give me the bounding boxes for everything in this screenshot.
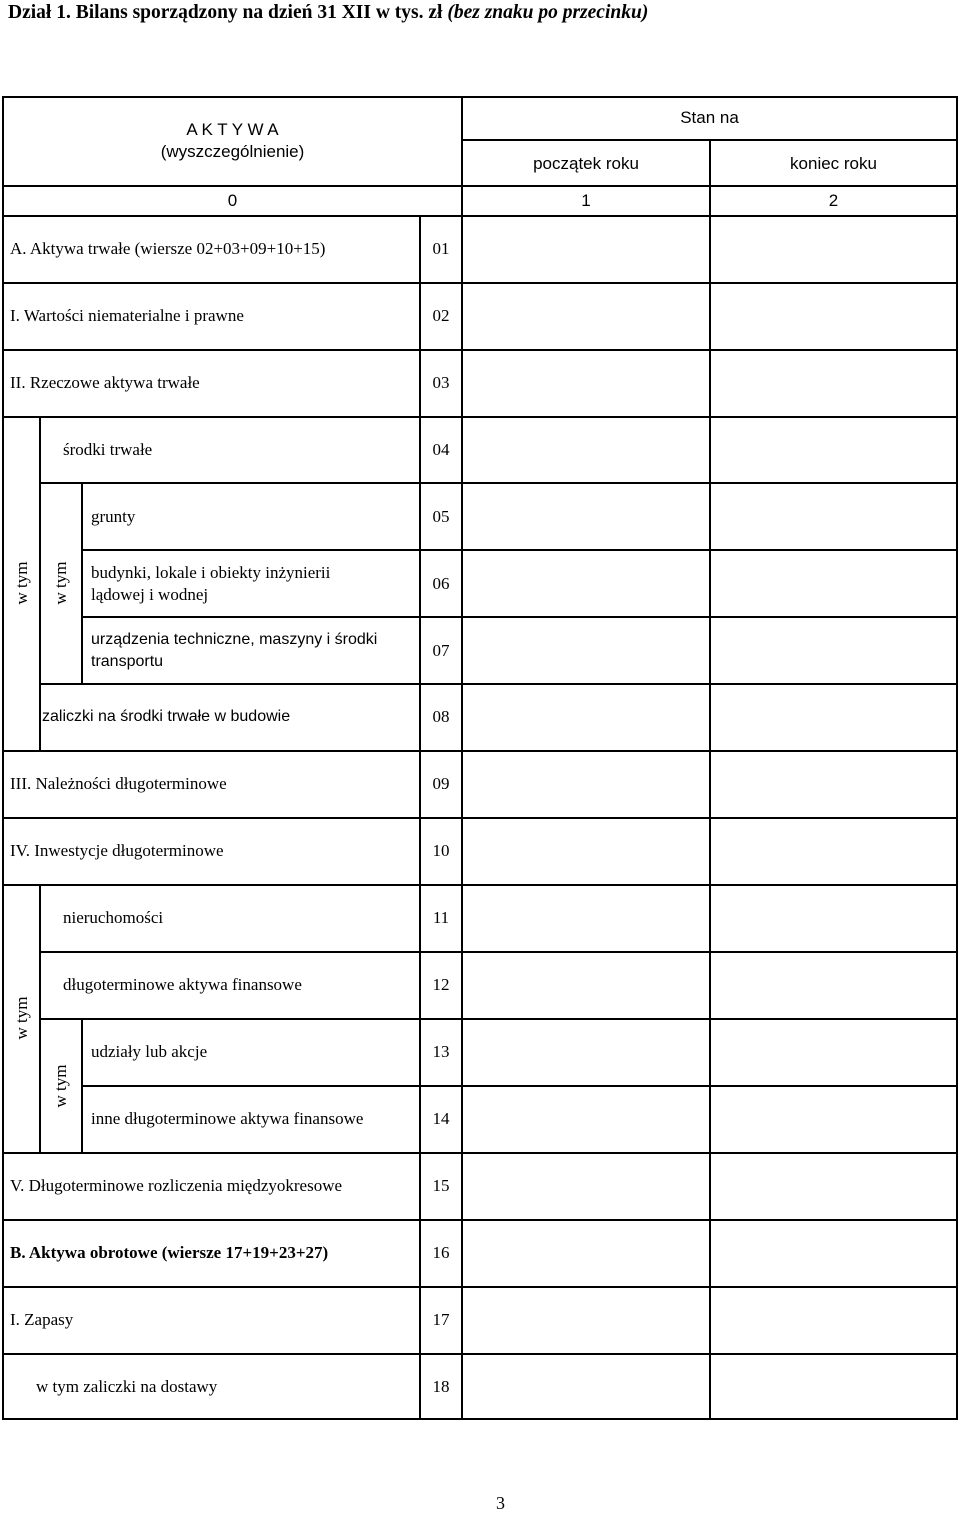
vline-wtym-4 [81, 1018, 83, 1152]
row-num-16: 16 [432, 1243, 450, 1262]
page-number: 3 [496, 1493, 505, 1513]
vline-wtym-1 [39, 416, 41, 750]
row-label-17: I. Zapasy [10, 1310, 74, 1329]
vline-wtym-3 [39, 884, 41, 1152]
row-num-08: 08 [432, 707, 450, 726]
row-label-02: I. Wartości niematerialne i prawne [10, 306, 244, 325]
row-num-10: 10 [432, 841, 450, 860]
row-num-14: 14 [432, 1109, 450, 1128]
row-label-11: nieruchomości [63, 908, 164, 927]
hline-r06 [81, 616, 956, 618]
header-koniec-roku: koniec roku [790, 154, 877, 173]
row-label-10: IV. Inwestycje długoterminowe [10, 841, 224, 860]
row-num-05: 05 [432, 507, 450, 526]
row-num-12: 12 [432, 975, 450, 994]
row-label-08: zaliczki na środki trwałe w budowie [42, 708, 291, 725]
hline-r17 [4, 1353, 956, 1355]
hline-r02 [4, 349, 956, 351]
row-num-11: 11 [432, 908, 450, 927]
row-label-03: II. Rzeczowe aktywa trwałe [10, 373, 200, 392]
row-num-03: 03 [432, 373, 450, 392]
hline-r01 [4, 282, 956, 284]
vline-num [419, 215, 421, 1418]
colnum-2: 2 [828, 191, 839, 210]
vline-wtym-2 [81, 482, 83, 683]
row-num-18: 18 [432, 1377, 450, 1396]
vline-col2 [709, 139, 711, 1418]
row-num-06: 06 [432, 574, 450, 593]
row-label-15: V. Długoterminowe rozliczenia międzyokresowe [10, 1176, 343, 1195]
row-num-01: 01 [432, 239, 450, 258]
hline-r13 [81, 1085, 956, 1087]
hline-r16 [4, 1286, 956, 1288]
row-label-13: udziały lub akcje [91, 1042, 208, 1061]
section-title-main: Dział 1. Bilans sporządzony na dzień 31 XII w tys. zł [8, 2, 448, 23]
balance-table: A K T Y W A (wyszczególnienie) Stan na początek roku koniec roku 0 1 2 A. Aktywa trwałe (wiersze 02+03+09+10+15) I. Wartości niematerialne i prawne II. Rzeczowe aktywa trwałe środki trwałe grunty budynki, lokale i obiekty inżynierii lądowej i wodnej urządzenia techniczne, maszyny i środki transportu zaliczki na środki trwałe w budowie III. Należności długoterminowe IV. Inwestycje długoterminowe nieruchomości długoterminowe aktywa finansowe udziały lub akcje inne długoterminowe aktywa finansowe V. Długoterminowe rozliczenia międzyokresowe B. Aktywa obrotowe (wiersze 17+19+23+27) I. Zapasy w tym zaliczki na dostawy 01 02 03 04 05 06 07 08 09 10 11 12 13 14 15 16 17 18 w tym w tym w tym w tym [2, 96, 958, 1420]
vline-col1 [461, 98, 463, 1418]
hline-r12 [39, 1018, 956, 1020]
row-label-04: środki trwałe [63, 440, 153, 459]
row-label-18: w tym zaliczki na dostawy [36, 1377, 218, 1396]
header-wyszczegolnienie: (wyszczególnienie) [160, 142, 305, 161]
hline-r15 [4, 1219, 956, 1221]
hline-r09 [4, 817, 956, 819]
row-label-07: urządzenia techniczne, maszyny i środki transportu [91, 631, 378, 670]
row-num-04: 04 [432, 440, 450, 459]
header-stan-na: Stan na [680, 108, 739, 127]
row-num-09: 09 [432, 774, 450, 793]
hline-r10 [4, 884, 956, 886]
row-num-02: 02 [432, 306, 450, 325]
hline-r14 [4, 1152, 956, 1154]
section-title [8, 0, 648, 26]
row-label-09: III. Należności długoterminowe [10, 774, 227, 793]
hline-header [4, 185, 956, 187]
colnum-1: 1 [581, 191, 591, 210]
row-label-14: inne długoterminowe aktywa finansowe [91, 1109, 364, 1128]
colnum-0: 0 [227, 191, 238, 210]
row-label-06: budynki, lokale i obiekty inżynierii lądowej i wodnej [91, 563, 331, 604]
hline-r07 [39, 683, 956, 685]
row-label-05: grunty [91, 507, 136, 526]
hline-r11 [39, 951, 956, 953]
row-label-01: A. Aktywa trwałe (wiersze 02+03+09+10+15) [10, 239, 326, 258]
row-label-12: długoterminowe aktywa finansowe [63, 975, 302, 994]
hline-r05 [81, 549, 956, 551]
row-num-13: 13 [432, 1042, 450, 1061]
row-num-17: 17 [432, 1310, 450, 1329]
row-label-16: B. Aktywa obrotowe (wiersze 17+19+23+27) [10, 1243, 329, 1262]
row-num-15: 15 [432, 1176, 450, 1195]
header-poczatek-roku: początek roku [533, 154, 639, 173]
hline-colnums [4, 215, 956, 217]
section-title-note: (bez znaku po przecinku) [447, 2, 649, 23]
row-num-07: 07 [432, 641, 450, 660]
hline-r08 [4, 750, 956, 752]
header-aktywa: A K T Y W A [186, 120, 279, 139]
hline-r03 [4, 416, 956, 418]
hline-r04 [39, 482, 956, 484]
